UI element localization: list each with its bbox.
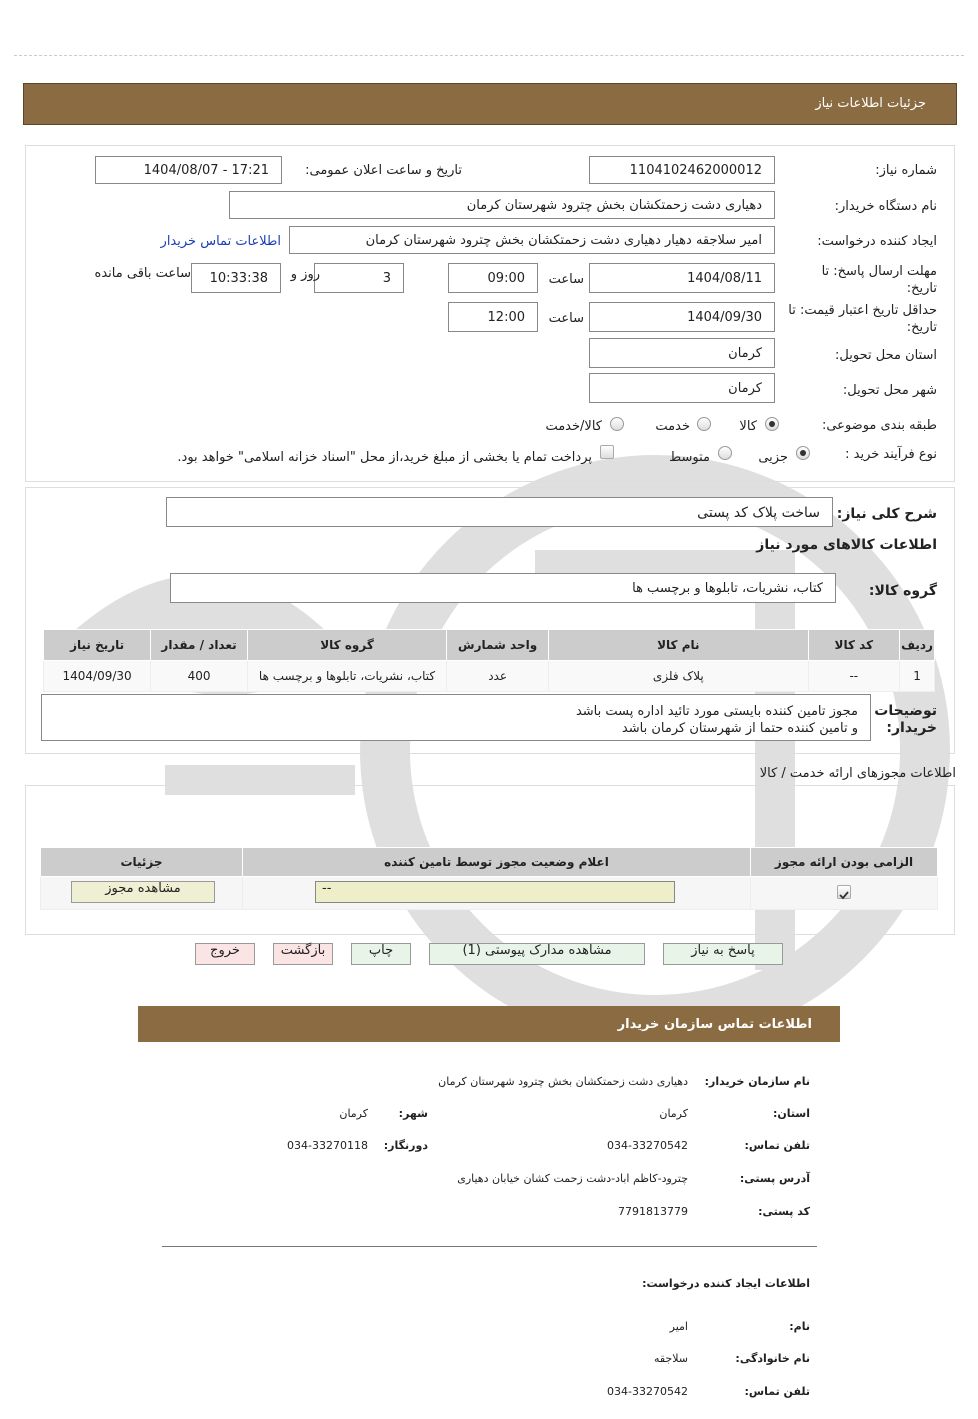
col-name: نام کالا — [549, 630, 809, 661]
process-minor-radio[interactable] — [796, 446, 810, 460]
col-row: ردیف — [900, 630, 935, 661]
contact-address: چترود-کاظم اباد-دشت زحمت کشان خیابان دهیاری — [457, 1172, 688, 1185]
buyer-contact-link[interactable]: اطلاعات تماس خریدار — [160, 234, 281, 249]
creator-label: ایجاد کننده درخواست: — [817, 234, 937, 249]
category-both-label: کالا/خدمت — [545, 419, 602, 434]
contact-fax-label: دورنگار: — [383, 1139, 428, 1152]
cell-name: پلاک فلزی — [549, 661, 809, 692]
top-divider — [14, 55, 964, 56]
attachments-button[interactable]: مشاهده مدارک پیوستی (1) — [429, 943, 645, 965]
cell-permit-status — [243, 877, 751, 910]
contact-title: اطلاعات تماس سازمان خریدار — [617, 1017, 812, 1032]
col-code: کد کالا — [808, 630, 899, 661]
city-field: کرمان — [589, 373, 775, 403]
province-field: کرمان — [589, 338, 775, 368]
category-both-radio[interactable] — [610, 417, 624, 431]
remaining-time-field: 10:33:38 — [191, 263, 281, 293]
deadline-label: مهلت ارسال پاسخ: تا تاریخ: — [821, 264, 937, 296]
goods-group-field: کتاب، نشریات، تابلوها و برچسب ها — [170, 573, 836, 603]
deadline-date-field: 1404/08/11 — [589, 263, 775, 293]
col-permit-required: الزامی بودن ارائه مجوز — [751, 848, 938, 877]
goods-table — [43, 629, 935, 692]
contact-org-label: نام سازمان خریدار: — [704, 1075, 810, 1088]
validity-date-field: 1404/09/30 — [589, 302, 775, 332]
category-service-radio[interactable] — [697, 417, 711, 431]
permits-title: اطلاعات مجوزهای ارائه خدمت / کالا — [759, 766, 956, 781]
buyer-org-label: نام دستگاه خریدار: — [834, 199, 937, 214]
category-label: طبقه بندی موضوعی: — [821, 418, 937, 433]
description-label: شرح کلی نیاز: — [836, 506, 937, 522]
payment-note: پرداخت تمام یا بخشی از مبلغ خرید،از محل "اسناد خزانه اسلامی" خواهد بود. — [177, 450, 592, 465]
cell-date: 1404/09/30 — [44, 661, 151, 692]
contact-city-label: شهر: — [398, 1107, 428, 1120]
buyer-notes-field — [41, 694, 871, 741]
col-group: گروه کالا — [247, 630, 446, 661]
cell-permit-required — [751, 877, 938, 910]
contact-org: دهیاری دشت زحمتکشان بخش چترود شهرستان کرمان — [438, 1075, 688, 1088]
days-field: 3 — [314, 263, 404, 293]
contact-province: کرمان — [659, 1107, 688, 1120]
process-medium-radio[interactable] — [718, 446, 732, 460]
page-header — [23, 83, 957, 125]
cell-row: 1 — [900, 661, 935, 692]
contact-phone-label: تلفن تماس: — [744, 1139, 810, 1152]
remaining-label: ساعت باقی مانده — [94, 266, 191, 281]
permit-status-field[interactable]: -- — [315, 881, 675, 903]
need-number-label: شماره نیاز: — [875, 163, 937, 178]
contact-address-label: آدرس پستی: — [739, 1172, 810, 1185]
contact-province-label: استان: — [773, 1107, 810, 1120]
category-goods-label: کالا — [739, 419, 757, 434]
buyer-notes-label: توضیحات خریدار: — [874, 703, 937, 736]
need-number-field: 1104102462000012 — [589, 156, 775, 184]
print-button[interactable]: چاپ — [351, 943, 411, 965]
contact-divider — [162, 1246, 817, 1247]
buyer-org-field: دهیاری دشت زحمتکشان بخش چترود شهرستان کرمان — [229, 191, 775, 219]
col-permit-status: اعلام وضعیت مجوز توسط تامین کننده — [243, 848, 751, 877]
process-medium-label: متوسط — [669, 450, 710, 465]
col-unit: واحد شمارش — [447, 630, 549, 661]
table-row — [41, 877, 938, 910]
cell-qty: 400 — [151, 661, 248, 692]
contact-fax: 034-33270118 — [287, 1139, 368, 1152]
table-row — [44, 661, 935, 692]
creator-field: امیر سلاجقه دهیار دهیاری دشت زحمتکشان بخش چترود شهرستان کرمان — [289, 226, 775, 254]
deadline-time-field: 09:00 — [448, 263, 538, 293]
check-icon — [838, 889, 850, 901]
treasury-payment-checkbox[interactable] — [600, 445, 614, 459]
validity-time-label: ساعت — [548, 311, 584, 326]
cell-group: کتاب، نشریات، تابلوها و برچسب ها — [247, 661, 446, 692]
process-minor-label: جزیی — [758, 450, 788, 465]
permits-table — [40, 847, 938, 910]
permit-required-checkbox — [837, 885, 851, 899]
cell-permit-details — [41, 877, 243, 910]
announce-label: تاریخ و ساعت اعلان عمومی: — [305, 163, 462, 178]
col-date: تاریخ نیاز — [44, 630, 151, 661]
contact-phone: 034-33270542 — [607, 1139, 688, 1152]
announce-field: 1404/08/07 - 17:21 — [95, 156, 282, 184]
creator-name: امیر — [669, 1320, 688, 1333]
creator-name-label: نام: — [789, 1320, 810, 1333]
goods-info-title: اطلاعات کالاهای مورد نیاز — [756, 537, 937, 553]
contact-header — [138, 1006, 840, 1042]
days-label: روز و — [290, 267, 320, 282]
deadline-time-label: ساعت — [548, 272, 584, 287]
creator-phone: 034-33270542 — [607, 1385, 688, 1398]
creator-family: سلاجقه — [653, 1352, 688, 1365]
creator-info-title: اطلاعات ایجاد کننده درخواست: — [642, 1277, 810, 1290]
view-permit-button[interactable]: مشاهده مجوز — [71, 881, 215, 903]
category-goods-radio[interactable] — [765, 417, 779, 431]
validity-time-field: 12:00 — [448, 302, 538, 332]
notes-line-2: و تامین کننده حتما از شهرستان کرمان باشد — [621, 721, 858, 736]
province-label: استان محل تحویل: — [835, 348, 937, 363]
contact-postal: 7791813779 — [618, 1205, 688, 1218]
category-service-label: خدمت — [655, 419, 690, 434]
notes-line-1: مجوز تامین کننده بایستی مورد تائید اداره پست باشد — [575, 704, 858, 719]
col-permit-details: جزئیات — [41, 848, 243, 877]
cell-unit: عدد — [447, 661, 549, 692]
goods-group-label: گروه کالا: — [868, 583, 937, 599]
reply-button[interactable]: پاسخ به نیاز — [663, 943, 783, 965]
page-title: جزئیات اطلاعات نیاز — [815, 96, 926, 111]
exit-button[interactable]: خروج — [195, 943, 255, 965]
process-label: نوع فرآیند خرید : — [845, 447, 937, 462]
creator-phone-label: تلفن تماس: — [744, 1385, 810, 1398]
col-qty: تعداد / مقدار — [151, 630, 248, 661]
city-label: شهر محل تحویل: — [842, 383, 937, 398]
validity-label: حداقل تاریخ اعتبار قیمت: تا تاریخ: — [788, 303, 937, 335]
cell-code: -- — [808, 661, 899, 692]
creator-family-label: نام خانوادگی: — [735, 1352, 810, 1365]
contact-city: کرمان — [339, 1107, 368, 1120]
contact-postal-label: کد پستی: — [758, 1205, 810, 1218]
description-field: ساخت پلاک کد پستی — [166, 497, 833, 527]
back-button[interactable]: بازگشت — [273, 943, 333, 965]
